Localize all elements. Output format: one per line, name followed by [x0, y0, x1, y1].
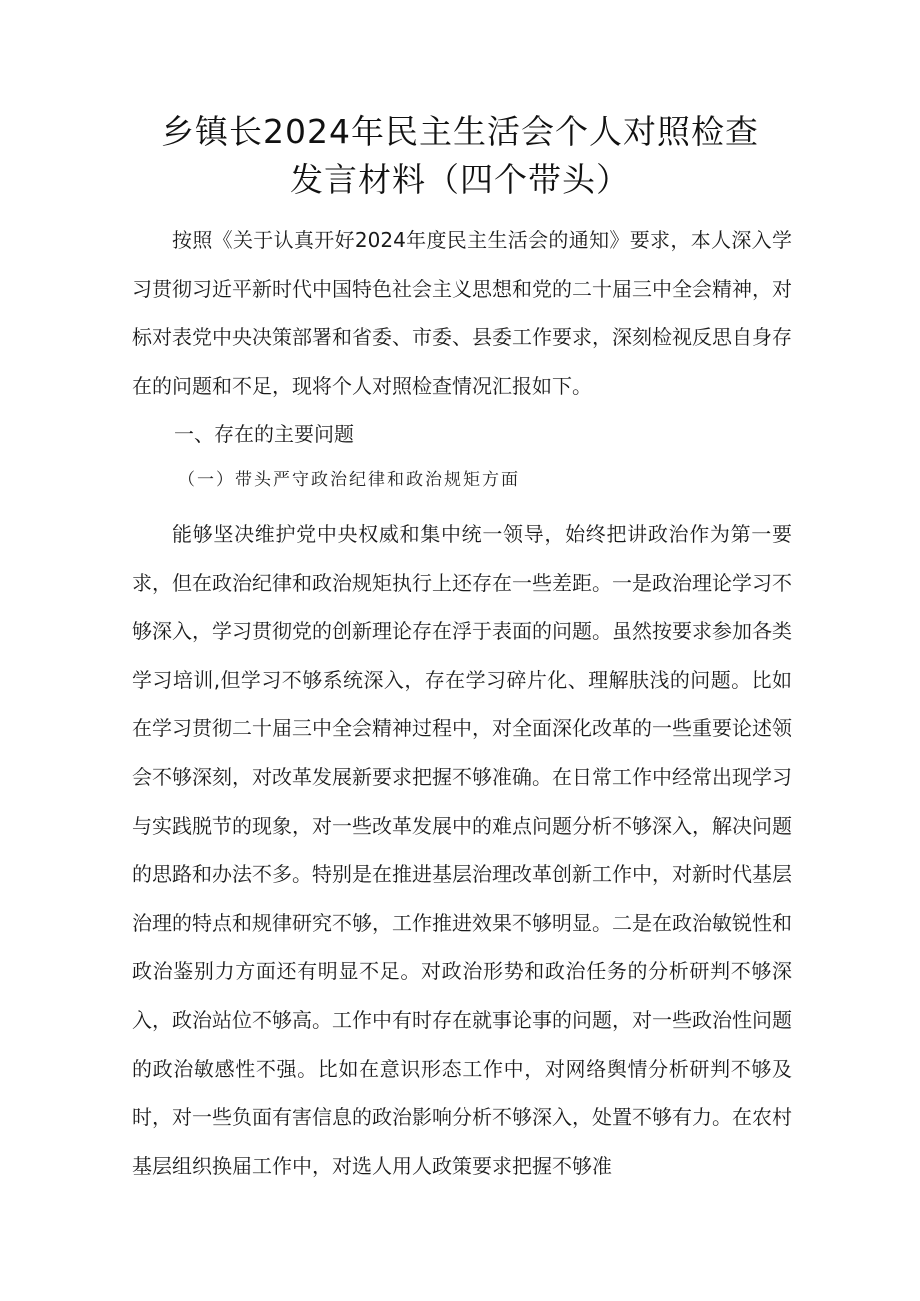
document-title-line-1: 乡镇长2024年民主生活会个人对照检查: [161, 112, 759, 151]
body-paragraph: 能够坚决维护党中央权威和集中统一领导，始终把讲政治作为第一要求，但在政治纪律和政治规矩执行上还存在一些差距。一是政治理论学习不够深入，学习贯彻党的创新理论存在浮于表面的问题。虽然按要求参加各类学习培训,但学习不够系统深入，存在学习碎片化、理解肤浅的问题。比如在学习贯彻二十届三中全会精神过程中，对全面深化改革的一些重要论述领会不够深刻，对改革发展新要求把握不够准确。在日常工作中经常出现学习与实践脱节的现象，对一些改革发展中的难点问题分析不够深入，解决问题的思路和办法不多。特别是在推进基层治理改革创新工作中，对新时代基层治理的特点和规律研究不够，工作推进效果不够明显。二是在政治敏锐性和政治鉴别力方面还有明显不足。对政治形势和政治任务的分析研判不够深入，政治站位不够高。工作中有时存在就事论事的问题，对一些政治性问题的政治敏感性不强。比如在意识形态工作中，对网络舆情分析研判不够及时，对一些负面有害信息的政治影响分析不够深入，处置不够有力。在农村基层组织换届工作中，对选人用人政策要求把握不够准: [132, 522, 792, 1178]
intro-paragraph: 按照《关于认真开好2024年度民主生活会的通知》要求，本人深入学习贯彻习近平新时代中国特色社会主义思想和党的二十届三中全会精神，对标对表党中央决策部署和省委、市委、县委工作要求，深刻检视反思自身存在的问题和不足，现将个人对照检查情况汇报如下。: [132, 228, 792, 398]
section-heading-main-problems: 一、存在的主要问题: [174, 422, 354, 446]
document-title-line-2: 发言材料（四个带头）: [290, 160, 630, 199]
subsection-heading-political-discipline: （一）带头严守政治纪律和政治规矩方面: [178, 470, 520, 490]
